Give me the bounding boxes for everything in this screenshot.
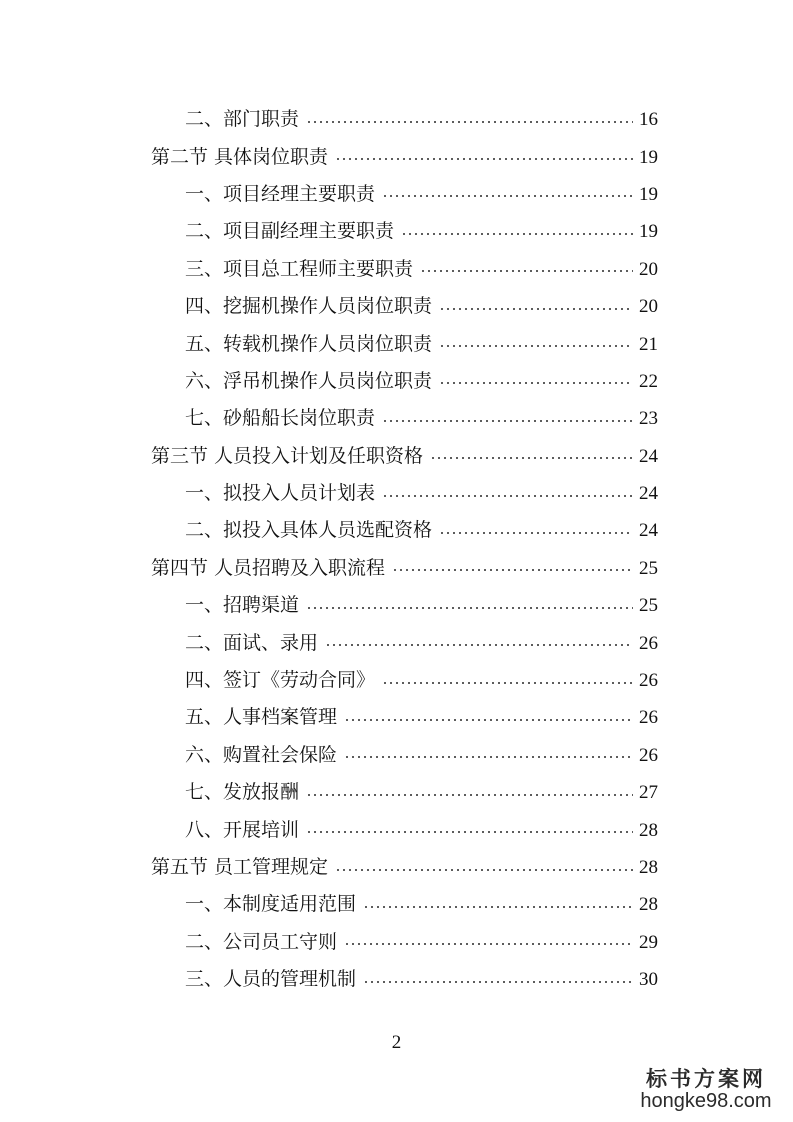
toc-subsection-entry[interactable] — [0, 699, 793, 736]
toc-dot-leader — [439, 532, 633, 534]
toc-dot-leader — [401, 233, 633, 235]
toc-entry-title: 二、面试、录用 — [185, 631, 319, 654]
toc-dot-leader — [382, 495, 633, 497]
toc-entry-title: 七、发放报酬 — [185, 781, 300, 804]
toc-dot-leader — [344, 756, 633, 758]
toc-entry-title: 四、挖掘机操作人员岗位职责 — [185, 295, 433, 318]
toc-entry-page: 24 — [639, 445, 658, 467]
toc-dot-leader — [392, 569, 633, 571]
toc-entry-title: 一、项目经理主要职责 — [185, 182, 376, 205]
toc-section-entry[interactable] — [0, 550, 793, 587]
toc-subsection-entry[interactable] — [0, 363, 793, 400]
toc-entry-page: 21 — [639, 333, 658, 355]
toc-dot-leader — [335, 158, 633, 160]
toc-dot-leader — [439, 345, 633, 347]
toc-subsection-entry[interactable] — [0, 251, 793, 288]
toc-entry-page: 26 — [639, 707, 658, 729]
toc-entry-page: 23 — [639, 408, 658, 430]
toc-entry-title: 四、签订《劳动合同》 — [185, 669, 376, 692]
toc-entry-page: 25 — [639, 595, 658, 617]
toc-entry-title: 一、招聘渠道 — [185, 594, 300, 617]
toc-entry-title: 二、公司员工守则 — [185, 930, 338, 953]
toc-entry-page: 27 — [639, 782, 658, 804]
toc-entry-title: 第二节 具体岗位职责 — [151, 145, 329, 168]
toc-subsection-entry[interactable] — [0, 811, 793, 848]
toc-entry-page: 26 — [639, 744, 658, 766]
toc-entry-page: 28 — [639, 894, 658, 916]
toc-entry-title: 一、本制度适用范围 — [185, 893, 357, 916]
toc-dot-leader — [382, 195, 633, 197]
toc-subsection-entry[interactable] — [0, 213, 793, 250]
toc-subsection-entry[interactable] — [0, 176, 793, 213]
toc-entry-title: 七、砂船船长岗位职责 — [185, 407, 376, 430]
toc-subsection-entry[interactable] — [0, 400, 793, 437]
toc-subsection-entry[interactable] — [0, 587, 793, 624]
toc-dot-leader — [325, 644, 633, 646]
toc-dot-leader — [306, 794, 633, 796]
toc-entry-page: 19 — [639, 221, 658, 243]
toc-section-entry[interactable] — [0, 438, 793, 475]
toc-entry-page: 20 — [639, 296, 658, 318]
page-number: 2 — [391, 1032, 402, 1053]
toc-entry-page: 19 — [639, 183, 658, 205]
toc-entry-title: 二、拟投入具体人员选配资格 — [185, 519, 433, 542]
toc-dot-leader — [363, 981, 633, 983]
toc-subsection-entry[interactable] — [0, 624, 793, 661]
toc-dot-leader — [439, 382, 633, 384]
toc-dot-leader — [363, 906, 633, 908]
toc-entry-title: 五、人事档案管理 — [185, 706, 338, 729]
table-of-contents — [0, 101, 793, 998]
toc-subsection-entry[interactable] — [0, 961, 793, 998]
toc-entry-title: 二、部门职责 — [185, 108, 300, 131]
toc-entry-page: 26 — [639, 632, 658, 654]
toc-section-entry[interactable] — [0, 849, 793, 886]
toc-dot-leader — [306, 121, 633, 123]
toc-entry-page: 29 — [639, 931, 658, 953]
toc-subsection-entry[interactable] — [0, 737, 793, 774]
toc-entry-title: 一、拟投入人员计划表 — [185, 482, 376, 505]
toc-dot-leader — [439, 308, 633, 310]
toc-dot-leader — [382, 420, 633, 422]
toc-entry-title: 二、项目副经理主要职责 — [185, 220, 395, 243]
toc-dot-leader — [335, 869, 633, 871]
toc-entry-title: 五、转载机操作人员岗位职责 — [185, 332, 433, 355]
toc-entry-page: 30 — [639, 969, 658, 991]
toc-dot-leader — [306, 607, 633, 609]
toc-entry-page: 28 — [639, 857, 658, 878]
toc-dot-leader — [344, 943, 633, 945]
toc-dot-leader — [420, 270, 633, 272]
toc-entry-title: 第四节 人员招聘及入职流程 — [151, 556, 386, 579]
toc-subsection-entry[interactable] — [0, 662, 793, 699]
toc-entry-page: 20 — [639, 258, 658, 280]
toc-dot-leader — [430, 457, 633, 459]
toc-entry-title: 三、项目总工程师主要职责 — [185, 257, 414, 280]
toc-entry-title: 第三节 人员投入计划及任职资格 — [151, 444, 424, 467]
toc-subsection-entry[interactable] — [0, 475, 793, 512]
toc-entry-page: 22 — [639, 370, 658, 392]
toc-entry-title: 第五节 员工管理规定 — [151, 856, 329, 878]
toc-entry-page: 28 — [639, 819, 658, 841]
toc-entry-title: 八、开展培训 — [185, 818, 300, 841]
toc-section-entry[interactable] — [0, 138, 793, 175]
toc-subsection-entry[interactable] — [0, 774, 793, 811]
watermark — [637, 1065, 775, 1112]
toc-entry-page: 25 — [639, 557, 658, 579]
watermark-url: hongke98.com — [640, 1090, 772, 1112]
toc-entry-page: 24 — [639, 520, 658, 542]
toc-subsection-entry[interactable] — [0, 924, 793, 961]
toc-subsection-entry[interactable] — [0, 512, 793, 549]
toc-entry-page: 26 — [639, 670, 658, 692]
toc-dot-leader — [306, 831, 633, 833]
toc-dot-leader — [344, 719, 633, 721]
toc-entry-title: 六、浮吊机操作人员岗位职责 — [185, 369, 433, 392]
watermark-title: 标书方案网 — [646, 1065, 766, 1091]
toc-entry-title: 六、购置社会保险 — [185, 743, 338, 766]
toc-subsection-entry[interactable] — [0, 886, 793, 923]
toc-entry-page: 24 — [639, 483, 658, 505]
toc-subsection-entry[interactable] — [0, 288, 793, 325]
toc-entry-title: 三、人员的管理机制 — [185, 968, 357, 991]
toc-subsection-entry[interactable] — [0, 325, 793, 362]
toc-dot-leader — [382, 682, 633, 684]
toc-subsection-entry[interactable] — [0, 101, 793, 138]
toc-entry-page: 19 — [639, 146, 658, 168]
toc-entry-page: 16 — [639, 109, 658, 131]
